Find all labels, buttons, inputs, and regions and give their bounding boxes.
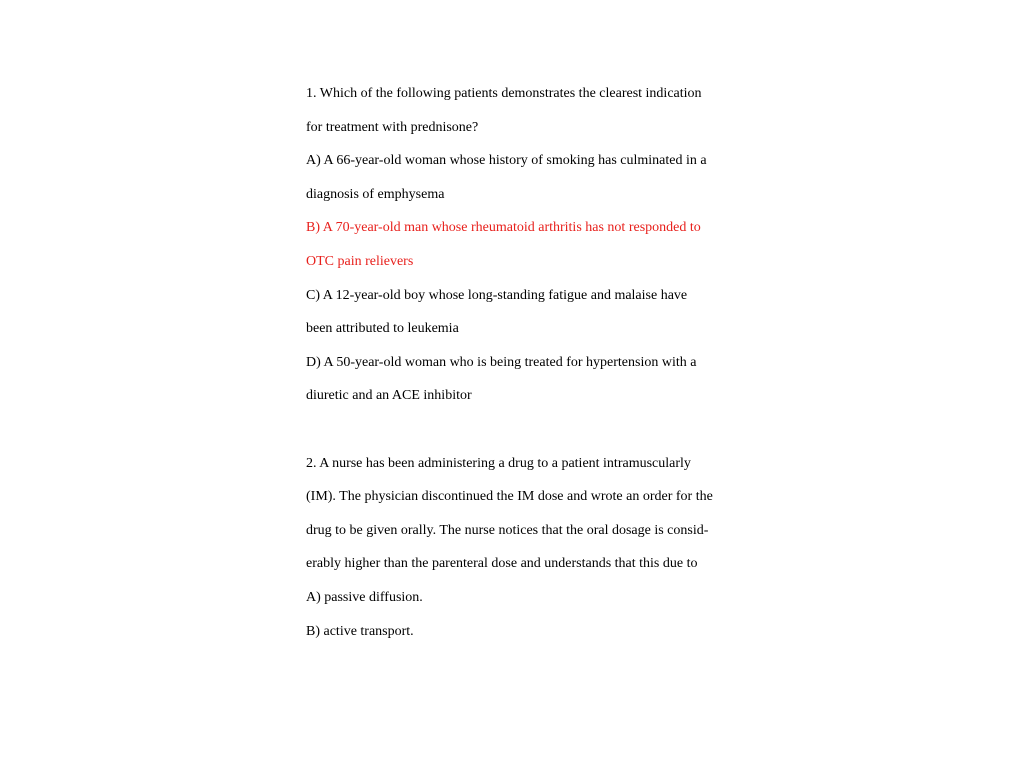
option-a-line: A) passive diffusion.	[306, 589, 423, 605]
document-body	[306, 77, 746, 648]
question-1	[306, 77, 746, 413]
option-a-line: diagnosis of emphysema	[306, 186, 445, 202]
question-2-stem-line: (IM). The physician discontinued the IM dose and wrote an order for the	[306, 489, 713, 505]
question-separator	[306, 413, 746, 447]
question-2-stem-line: 2. A nurse has been administering a drug to a patient intramuscularly	[306, 455, 691, 471]
question-2-stem-line: drug to be given orally. The nurse notices that the oral dosage is consid-	[306, 522, 709, 538]
option-d-line: diuretic and an ACE inhibitor	[306, 388, 472, 404]
question-1-stem-line: 1. Which of the following patients demonstrates the clearest indication	[306, 86, 702, 101]
option-c-line: C) A 12-year-old boy whose long-standing fatigue and malaise have	[306, 287, 688, 303]
question-1-stem-line: for treatment with prednisone?	[306, 119, 479, 135]
question-2-option-b	[306, 615, 746, 649]
option-b-line: OTC pain relievers	[306, 253, 414, 269]
question-2-option-a	[306, 581, 746, 615]
option-b-line: B) active transport.	[306, 623, 414, 639]
question-1-option-a	[306, 144, 746, 211]
question-2-stem-line: erably higher than the parenteral dose and understands that this due to	[306, 556, 698, 572]
question-1-option-b-correct-answer	[306, 211, 746, 278]
option-b-line: B) A 70-year-old man whose rheumatoid arthritis has not responded to	[306, 220, 701, 236]
question-1-option-d	[306, 346, 746, 413]
option-a-line: A) A 66-year-old woman whose history of smoking has culminated in a	[306, 153, 707, 169]
question-1-stem	[306, 77, 746, 144]
question-2-stem	[306, 447, 746, 581]
question-2	[306, 447, 746, 649]
question-1-option-c	[306, 279, 746, 346]
option-d-line: D) A 50-year-old woman who is being treated for hypertension with a	[306, 354, 697, 370]
option-c-line: been attributed to leukemia	[306, 321, 459, 337]
